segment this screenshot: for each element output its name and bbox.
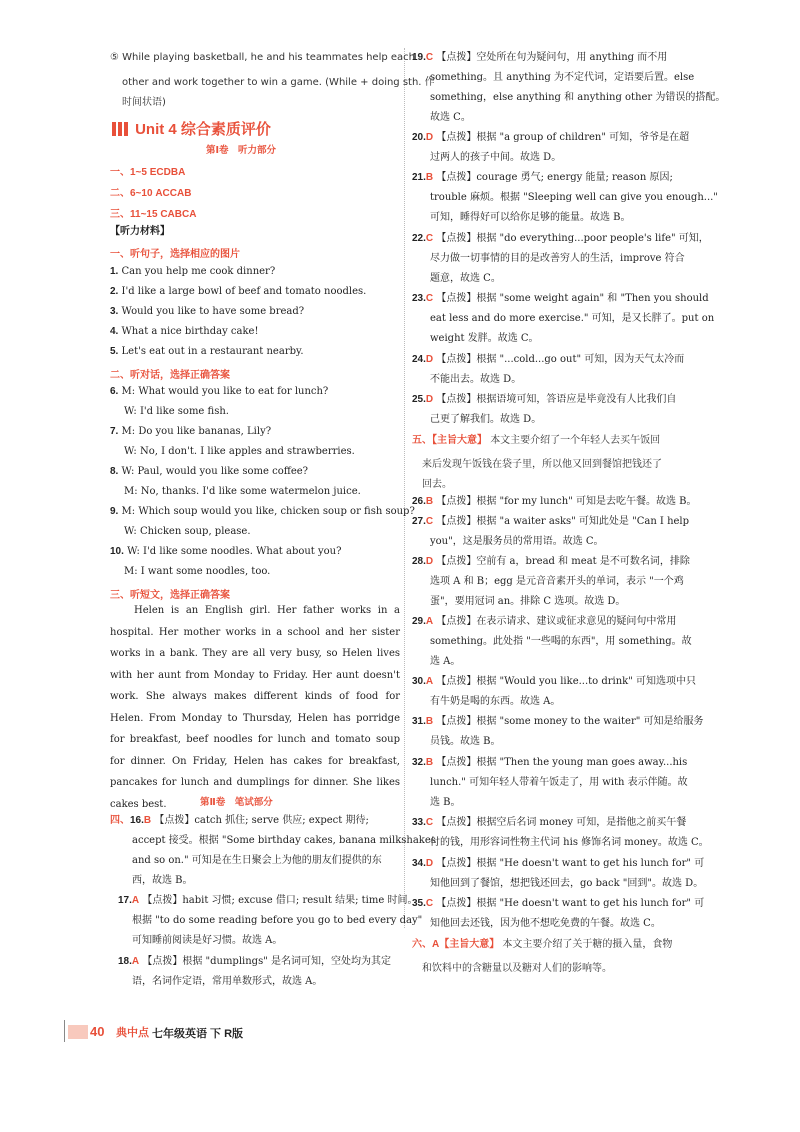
answer-item: 17.A 【点拨】habit 习惯; excuse 借口; result 结果; time 时间。 [118, 895, 418, 906]
heading-bar-icon [118, 122, 122, 136]
answer-line: 员钱。故选 B。 [430, 736, 501, 747]
answer-line: 西，故选 B。 [132, 875, 193, 886]
answer-line: and so on." 可知是在生日聚会上为他的朋友们提供的东 [132, 855, 382, 866]
answer-line: 有牛奶是喝的东西。故选 A。 [430, 696, 561, 707]
section3-title: 三、听短文，选择正确答案 [110, 590, 230, 601]
answer-line: 知他回去还钱，因为他不想吃免费的午餐。故选 C。 [430, 918, 661, 929]
answer-line: 蛋"，要用冠词 an。排除 C 选项。故选 D。 [430, 596, 626, 607]
answer-line: 题意，故选 C。 [430, 273, 501, 284]
answer-item: 25.D 【点拨】根据语境可知，答语应是毕竟没有人比我们自 [412, 394, 677, 405]
intro-line: 时间状语) [122, 97, 166, 108]
section1-title: 一、听句子，选择相应的图片 [110, 249, 240, 260]
heading-bar-icon [124, 122, 128, 136]
intro-line: ⑤ While playing basketball, he and his teammates help each [110, 52, 416, 63]
answer-line: weight 发胖。故选 C。 [430, 333, 539, 344]
answer-line: eat less and do more exercise." 可知，是又长胖了。put on [430, 313, 715, 324]
dialog-item: 6. M: What would you like to eat for lunch? [110, 386, 329, 397]
answer-item: 26.B 【点拨】根据 "for my lunch" 可知是去吃午餐。故选 B。 [412, 496, 697, 507]
answer-item: 27.C 【点拨】根据 "a waiter asks" 可知此处是 "Can I help [412, 516, 690, 527]
brand-logo: 典中点 [116, 1027, 149, 1039]
answer-item: 24.D 【点拨】根据 "...cold...go out" 可知，因为天气太冷而 [412, 354, 685, 365]
footer-tick [64, 1020, 65, 1042]
answer-item: 22.C 【点拨】根据 "do everything...poor people's life" 可知， [412, 233, 709, 244]
answer-keys: CABCA [160, 209, 197, 220]
dialog-reply: M: No, thanks. I'd like some watermelon juice. [124, 486, 361, 497]
answer-keys: ECDBA [149, 167, 186, 178]
answer-line: 故选 C。 [430, 112, 471, 123]
column-divider [404, 48, 405, 928]
answer-item: 30.A 【点拨】根据 "Would you like...to drink" 可知选项中只 [412, 676, 697, 687]
answer-line: accept 接受。根据 "Some birthday cakes, banana milkshakes [132, 835, 436, 846]
answer-item: 34.D 【点拨】根据 "He doesn't want to get his lunch for" 可 [412, 858, 705, 869]
sentence-item: 5. Let's eat out in a restaurant nearby. [110, 346, 304, 357]
answer-line: 己更了解我们。故选 D。 [430, 414, 542, 425]
answer-line: 选项 A 和 B；egg 是元音音素开头的单词，表示 "一个鸡 [430, 576, 684, 587]
answer-row: 一、1~5 ECDBA [110, 167, 186, 178]
intro-line: other and work together to win a game. (While + doing sth. 作 [122, 77, 435, 88]
unit-heading [112, 118, 271, 139]
answer-line: 不能出去。故选 D。 [430, 374, 522, 385]
main-idea-6: 六、A【主旨大意】 本文主要介绍了关于糖的摄入量，食物 [412, 939, 673, 950]
sentence-item: 2. I'd like a large bowl of beef and tomato noodles. [110, 286, 367, 297]
part2-title: 第Ⅱ卷 笔试部分 [200, 797, 273, 808]
answer-item: 21.B 【点拨】courage 勇气; energy 能量; reason 原因; [412, 172, 673, 183]
sentence-item: 4. What a nice birthday cake! [110, 326, 259, 337]
answer-line: 根据 "to do some reading before you go to bed every day" [132, 915, 423, 926]
answer-line: trouble 麻烦。根据 "Sleeping well can give you enough..." [430, 192, 718, 203]
answer-line: 知他回到了餐馆，想把钱还回去，go back "回到"。故选 D。 [430, 878, 704, 889]
book-title: 七年级英语 下 R版 [152, 1028, 244, 1040]
main-idea-line: 来后发现午饭钱在袋子里，所以他又回到餐馆把钱还了 [422, 459, 662, 470]
footer-accent-bar [68, 1025, 88, 1039]
dialog-item: 8. W: Paul, would you like some coffee? [110, 466, 309, 477]
answer-item: 18.A 【点拨】根据 "dumplings" 是名词可知，空处均为其定 [118, 956, 391, 967]
answer-line: 过两人的孩子中间。故选 D。 [430, 152, 562, 163]
sentence-item: 3. Would you like to have some bread? [110, 306, 305, 317]
main-idea-line: 和饮料中的含糖量以及糖对人们的影响等。 [422, 963, 612, 974]
main-idea-5: 五、【主旨大意】 本文主要介绍了一个年轻人去买午饭回 [412, 435, 661, 446]
answer-line: 可知，睡得好可以给你足够的能量。故选 B。 [430, 212, 631, 223]
answer-item: 四、16.B 【点拨】catch 抓住; serve 供应; expect 期待; [110, 815, 369, 826]
section2-title: 二、听对话，选择正确答案 [110, 370, 230, 381]
page-number: 40 [90, 1024, 105, 1039]
main-idea-line: 回去。 [422, 479, 452, 490]
dialog-item: 7. M: Do you like bananas, Lily? [110, 426, 272, 437]
answer-line: 选 A。 [430, 656, 461, 667]
answer-keys: ACCAB [155, 188, 192, 199]
passage: Helen is an English girl. Her father works in a hospital. Her mother works in a school and her sister works in a bank. They are all very busy, so Helen lives with her aunt from Monday to Friday. Her aunt doesn't work. She always makes different kinds of food for Helen. From Monday to Thursday, Helen has porridge for breakfast, beef noodles for lunch and tomato soup for dinner. On Friday, Helen has cakes for breakfast, pancakes for lunch and dumplings for dinner. She likes cakes best. [110, 605, 400, 810]
answer-row: 二、6~10 ACCAB [110, 188, 192, 199]
dialog-item: 10. W: I'd like some noodles. What about you? [110, 546, 342, 557]
answer-line: 可知睡前阅读是好习惯。故选 A。 [132, 935, 283, 946]
answer-item: 23.C 【点拨】根据 "some weight again" 和 "Then you should [412, 293, 709, 304]
answer-row: 三、11~15 CABCA [110, 209, 197, 220]
answer-item: 28.D 【点拨】空前有 a，bread 和 meat 是不可数名词，排除 [412, 556, 690, 567]
answer-item: 31.B 【点拨】根据 "some money to the waiter" 可知是给服务 [412, 716, 704, 727]
answer-item: 35.C 【点拨】根据 "He doesn't want to get his lunch for" 可 [412, 898, 705, 909]
answer-item: 20.D 【点拨】根据 "a group of children" 可知，爷爷是在超 [412, 132, 690, 143]
dialog-reply: W: Chicken soup, please. [124, 526, 251, 537]
part1-title: 第Ⅰ卷 听力部分 [206, 145, 277, 156]
answer-line: 选 B。 [430, 797, 461, 808]
answer-line: something。且 anything 为不定代词，定语要后置。else [430, 72, 695, 83]
dialog-reply: W: I'd like some fish. [124, 406, 229, 417]
answer-line: 语，名词作定语，常用单数形式，故选 A。 [132, 976, 323, 987]
answer-line: 付的钱，用形容词性物主代词 his 修饰名词 money。故选 C。 [430, 837, 709, 848]
answer-item: 29.A 【点拨】在表示请求、建议或征求意见的疑问句中常用 [412, 616, 677, 627]
dialog-reply: M: I want some noodles, too. [124, 566, 271, 577]
answer-line: something，else anything 和 anything other 为错误的搭配。 [430, 92, 726, 103]
material-title: 【听力材料】 [110, 226, 170, 237]
answer-line: lunch." 可知年轻人带着午饭走了，用 with 表示伴随。故 [430, 777, 688, 788]
sentence-item: 1. Can you help me cook dinner? [110, 266, 276, 277]
answer-line: 尽力做一切事情的目的是改善穷人的生活，improve 符合 [430, 253, 685, 264]
dialog-reply: W: No, I don't. I like apples and strawberries. [124, 446, 355, 457]
dialog-item: 9. M: Which soup would you like, chicken soup or fish soup? [110, 506, 415, 517]
answer-item: 33.C 【点拨】根据空后名词 money 可知，是指他之前买午餐 [412, 817, 687, 828]
answer-line: you"，这是服务员的常用语。故选 C。 [430, 536, 604, 547]
answer-item: 32.B 【点拨】根据 "Then the young man goes away...his [412, 757, 688, 768]
heading-bar-icon [112, 122, 116, 136]
answer-line: something。此处指 "一些喝的东西"，用 something。故 [430, 636, 692, 647]
unit-title: Unit 4 综合素质评价 [135, 121, 271, 138]
answer-item: 19.C 【点拨】空处所在句为疑问句，用 anything 而不用 [412, 52, 668, 63]
